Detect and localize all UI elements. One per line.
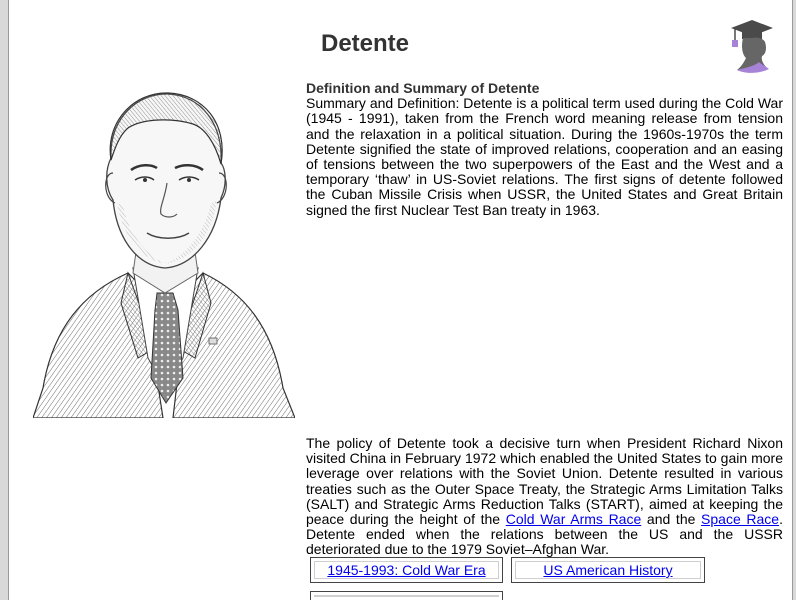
nixon-section — [306, 436, 783, 558]
definition-section — [306, 81, 783, 218]
space-race-link[interactable]: Space Race — [701, 511, 780, 528]
page-title: Detente — [321, 30, 410, 57]
nixon-portrait-sketch — [33, 88, 295, 418]
us-american-history-link[interactable]: US American History — [543, 562, 673, 578]
cold-war-arms-race-link[interactable]: Cold War Arms Race — [505, 511, 642, 528]
definition-heading: Definition and Summary of Detente — [306, 80, 540, 96]
us-american-history-button[interactable] — [511, 557, 705, 583]
cold-war-era-button[interactable] — [310, 557, 503, 583]
nixon-text-part3: . Detente ended when the relations between the US and the USSR deteriorated due to the 1979 Soviet–Afghan War. — [306, 511, 783, 558]
nixon-text-part2: and the — [641, 511, 702, 528]
graduate-silhouette-logo — [727, 16, 777, 76]
page-container — [8, 0, 793, 600]
cold-war-era-link[interactable]: 1945-1993: Cold War Era — [327, 562, 486, 578]
nixon-text-part1: The policy of Detente took a decisive turn when President Richard Nixon visited China in February 1972 which enabled the United States to gain more leverage over relations with the Soviet Union. Detente resulted in various treaties such as the Outer Space Treaty, the Strategic Arms Limitation Talks (SALT) and Strategic Arms Reduction Talks (START), aimed at keeping the peace during the height of the — [306, 435, 783, 528]
definition-text: Summary and Definition: Detente is a political term used during the Cold War (1945 - 1991), taken from the French word meaning release from tension and the relaxation in a political situation. During the 1960s-1970s the term Detente signified the state of improved relations, cooperation and an easing of tensions between the two superpowers of the East and the West and a temporary ‘thaw’ in US-Soviet relations. The first signs of detente followed the Cuban Missile Crisis when USSR, the United States and Great Britain signed the first Nuclear Test Ban treaty in 1963. — [306, 95, 783, 218]
next-nav-button-partial[interactable] — [310, 591, 503, 600]
